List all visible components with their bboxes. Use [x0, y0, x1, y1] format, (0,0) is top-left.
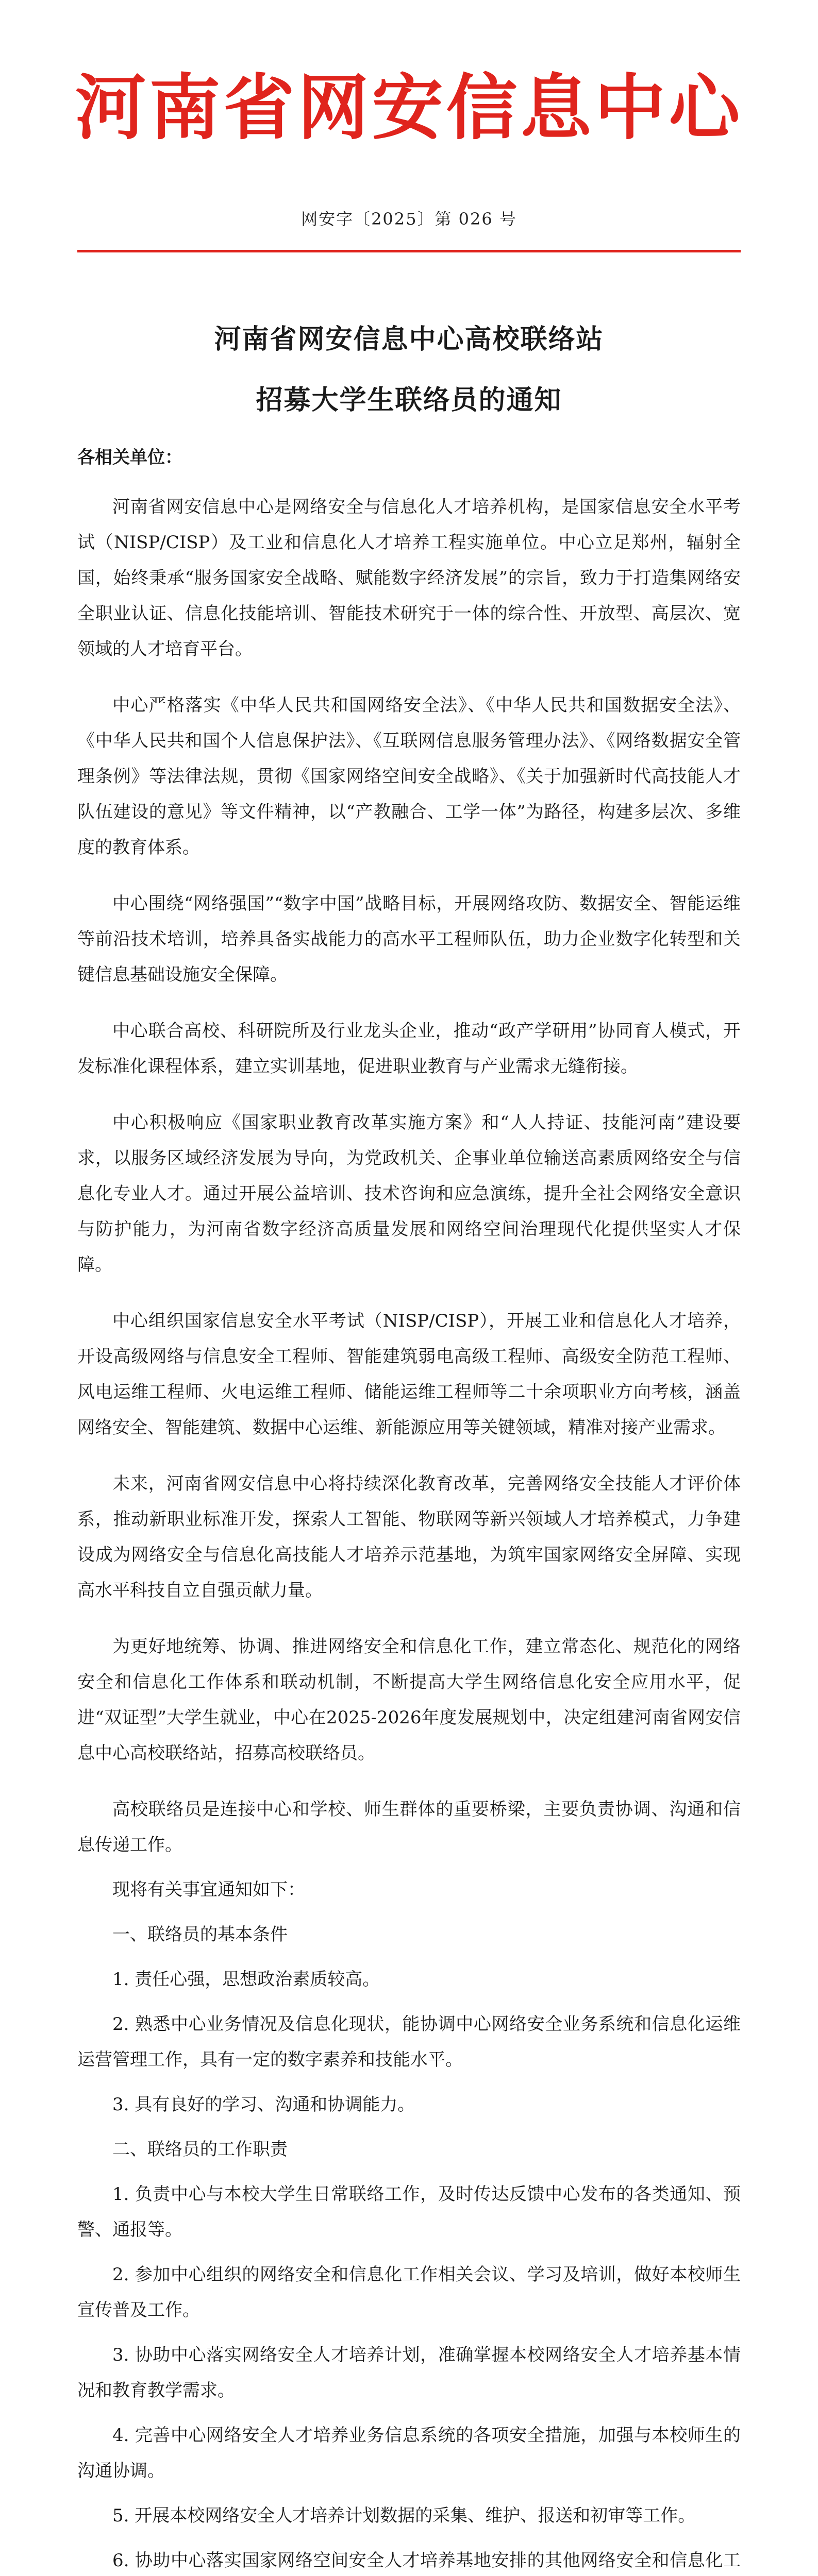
body-paragraph: 中心积极响应《国家职业教育改革实施方案》和“人人持证、技能河南”建设要求，以服务区域经济发展为导向，为党政机关、企事业单位输送高素质网络安全与信息化专业人才。通过开展公益培训、技术咨询和应急演练，提升全社会网络安全意识与防护能力，为河南省数字经济高质量发展和网络空间治理现代化提供坚实人才保障。: [77, 1112, 741, 1275]
body-paragraph: 为更好地统筹、协调、推进网络安全和信息化工作，建立常态化、规范化的网络安全和信息化工作体系和联动机制，不断提高大学生网络信息化安全应用水平，促进“双证型”大学生就业，中心在2025-2026年度发展规划中，决定组建河南省网安信息中心高校联络站，招募高校联络员。: [77, 1636, 741, 1764]
duty-item: 5. 开展本校网络安全人才培养计划数据的采集、维护、报送和初审等工作。: [112, 2505, 696, 2526]
body-paragraph: 中心联合高校、科研院所及行业龙头企业，推动“政产学研用”协同育人模式，开发标准化课程体系，建立实训基地，促进职业教育与产业需求无缝衔接。: [77, 1021, 741, 1077]
body-paragraph: 中心围绕“网络强国”“数字中国”战略目标，开展网络攻防、数据安全、智能运维等前沿技术培训，培养具备实战能力的高水平工程师队伍，助力企业数字化转型和关键信息基础设施安全保障。: [77, 893, 741, 985]
condition-item: 3. 具有良好的学习、沟通和协调能力。: [112, 2094, 415, 2115]
section-heading-conditions: 一、联络员的基本条件: [112, 1924, 288, 1945]
org-title: 河南省网安信息中心: [75, 66, 743, 149]
duty-item: 3. 协助中心落实网络安全人才培养计划，准确掌握本校网络安全人才培养基本情况和教育教学需求。: [77, 2345, 741, 2401]
body-paragraph: 中心严格落实《中华人民共和国网络安全法》、《中华人民共和国数据安全法》、《中华人民共和国个人信息保护法》、《互联网信息服务管理办法》、《网络数据安全管理条例》等法律法规，贯彻《国家网络空间安全战略》、《关于加强新时代高技能人才队伍建设的意见》等文件精神，以“产教融合、工学一体”为路径，构建多层次、多维度的教育体系。: [77, 695, 741, 858]
duty-item: 1. 负责中心与本校大学生日常联络工作，及时传达反馈中心发布的各类通知、预警、通报等。: [77, 2184, 741, 2240]
body-paragraph: 中心组织国家信息安全水平考试（NISP/CISP），开展工业和信息化人才培养，开设高级网络与信息安全工程师、智能建筑弱电高级工程师、高级安全防范工程师、风电运维工程师、火电运维工程师、储能运维工程师等二十余项职业方向考核，涵盖网络安全、智能建筑、数据中心运维、新能源应用等关键领域，精准对接产业需求。: [77, 1311, 741, 1438]
notice-title-line-2: 招募大学生联络员的通知: [256, 384, 562, 416]
notice-body: [77, 489, 741, 2576]
salutation: 各相关单位：: [77, 447, 182, 468]
notice-intro: 现将有关事宜通知如下：: [112, 1879, 305, 1900]
notice-title-line-1: 河南省网安信息中心高校联络站: [214, 324, 604, 355]
duty-item: 6. 协助中心落实国家网络空间安全人才培养基地安排的其他网络安全和信息化工: [112, 2550, 741, 2571]
notice-title: [0, 309, 818, 431]
condition-item: 2. 熟悉中心业务情况及信息化现状，能协调中心网络安全业务系统和信息化运维运营管理工作，具有一定的数字素养和技能水平。: [77, 2014, 741, 2070]
body-paragraph: 高校联络员是连接中心和学校、师生群体的重要桥梁，主要负责协调、沟通和信息传递工作。: [77, 1799, 741, 1855]
body-paragraph: 河南省网安信息中心是网络安全与信息化人才培养机构，是国家信息安全水平考试（NISP/CISP）及工业和信息化人才培养工程实施单位。中心立足郑州，辐射全国，始终秉承“服务国家安全战略、赋能数字经济发展”的宗旨，致力于打造集网络安全职业认证、信息化技能培训、智能技术研究于一体的综合性、开放型、高层次、宽领域的人才培育平台。: [77, 497, 741, 659]
section-heading-duties: 二、联络员的工作职责: [112, 2139, 288, 2160]
document-number: 网安字〔2025〕第 026 号: [301, 209, 517, 229]
header-red-rule: [77, 250, 741, 252]
duty-item: 2. 参加中心组织的网络安全和信息化工作相关会议、学习及培训，做好本校师生宣传普及工作。: [77, 2264, 741, 2320]
duty-item: 4. 完善中心网络安全人才培养业务信息系统的各项安全措施，加强与本校师生的沟通协调。: [77, 2425, 741, 2481]
condition-item: 1. 责任心强，思想政治素质较高。: [112, 1969, 380, 1990]
body-paragraph: 未来，河南省网安信息中心将持续深化教育改革，完善网络安全技能人才评价体系，推动新职业标准开发，探索人工智能、物联网等新兴领域人才培养模式，力争建设成为网络安全与信息化高技能人才培养示范基地，为筑牢国家网络安全屏障、实现高水平科技自立自强贡献力量。: [77, 1473, 741, 1601]
document-header: [0, 0, 818, 237]
